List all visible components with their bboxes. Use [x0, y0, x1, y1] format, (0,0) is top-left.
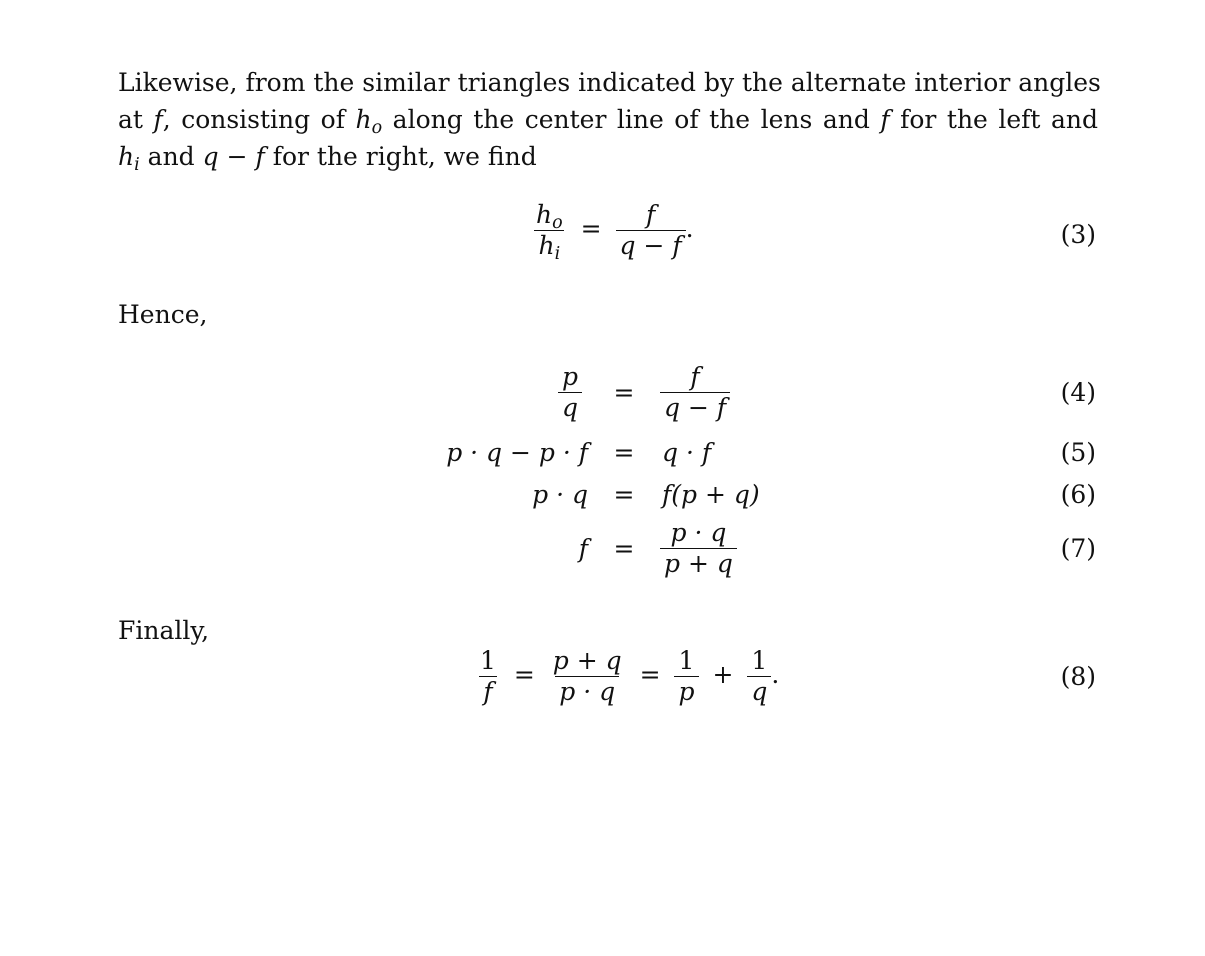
equation-7-equals: =: [613, 534, 635, 563]
paragraph-line-3: $h_i$ and q − f for the right, we find: [118, 142, 537, 175]
equation-4-lhs: $\frac{p}{q}$: [288, 362, 588, 423]
finally-text: Finally,: [118, 616, 210, 645]
intro-paragraph: [118, 64, 1101, 175]
equation-6-lhs: p · q: [532, 480, 588, 509]
equation-4-equals: =: [613, 378, 635, 407]
equation-number-3: (3): [1060, 220, 1096, 249]
eq3-lhs-fraction: $\frac{h_o}{h_i}$: [536, 200, 563, 264]
equation-5-rhs: q · f: [662, 438, 712, 467]
equation-5-equals: =: [613, 438, 635, 467]
equation-8: $\frac{1}{f}$ = $\frac{p + q}{p \cdot q}$ = $\frac{1}{p}$ + $\frac{1}{q}$ .: [480, 646, 780, 706]
equation-6-rhs: f(p + q): [662, 480, 760, 509]
paragraph-line-1: Likewise, from the similar triangles indicated by the alternate interior angles: [118, 68, 1101, 97]
equation-3: $\frac{h_o}{h_i}$ = $\frac{f}{q - f}$ .: [526, 200, 694, 261]
equation-number-8: (8): [1060, 662, 1096, 691]
equation-number-7: (7): [1060, 534, 1096, 563]
equation-7-lhs: f: [578, 534, 588, 563]
eq3-rhs-fraction: $\frac{f}{q - f}$: [616, 200, 686, 261]
equation-number-4: (4): [1060, 378, 1096, 407]
eq3-equals: =: [580, 214, 602, 243]
equation-4-rhs: $\frac{f}{q - f}$: [654, 362, 736, 423]
equation-number-5: (5): [1060, 438, 1096, 467]
equation-6-equals: =: [613, 480, 635, 509]
equation-number-6: (6): [1060, 480, 1096, 509]
equation-7-rhs: $\frac{p \cdot q}{p + q}$: [654, 518, 743, 579]
paragraph-line-2: at f, consisting of $h_o$ along the center line of the lens and f for the left and: [118, 105, 1098, 138]
equation-5-lhs: p · q − p · f: [446, 438, 588, 467]
hence-text: Hence,: [118, 300, 208, 329]
